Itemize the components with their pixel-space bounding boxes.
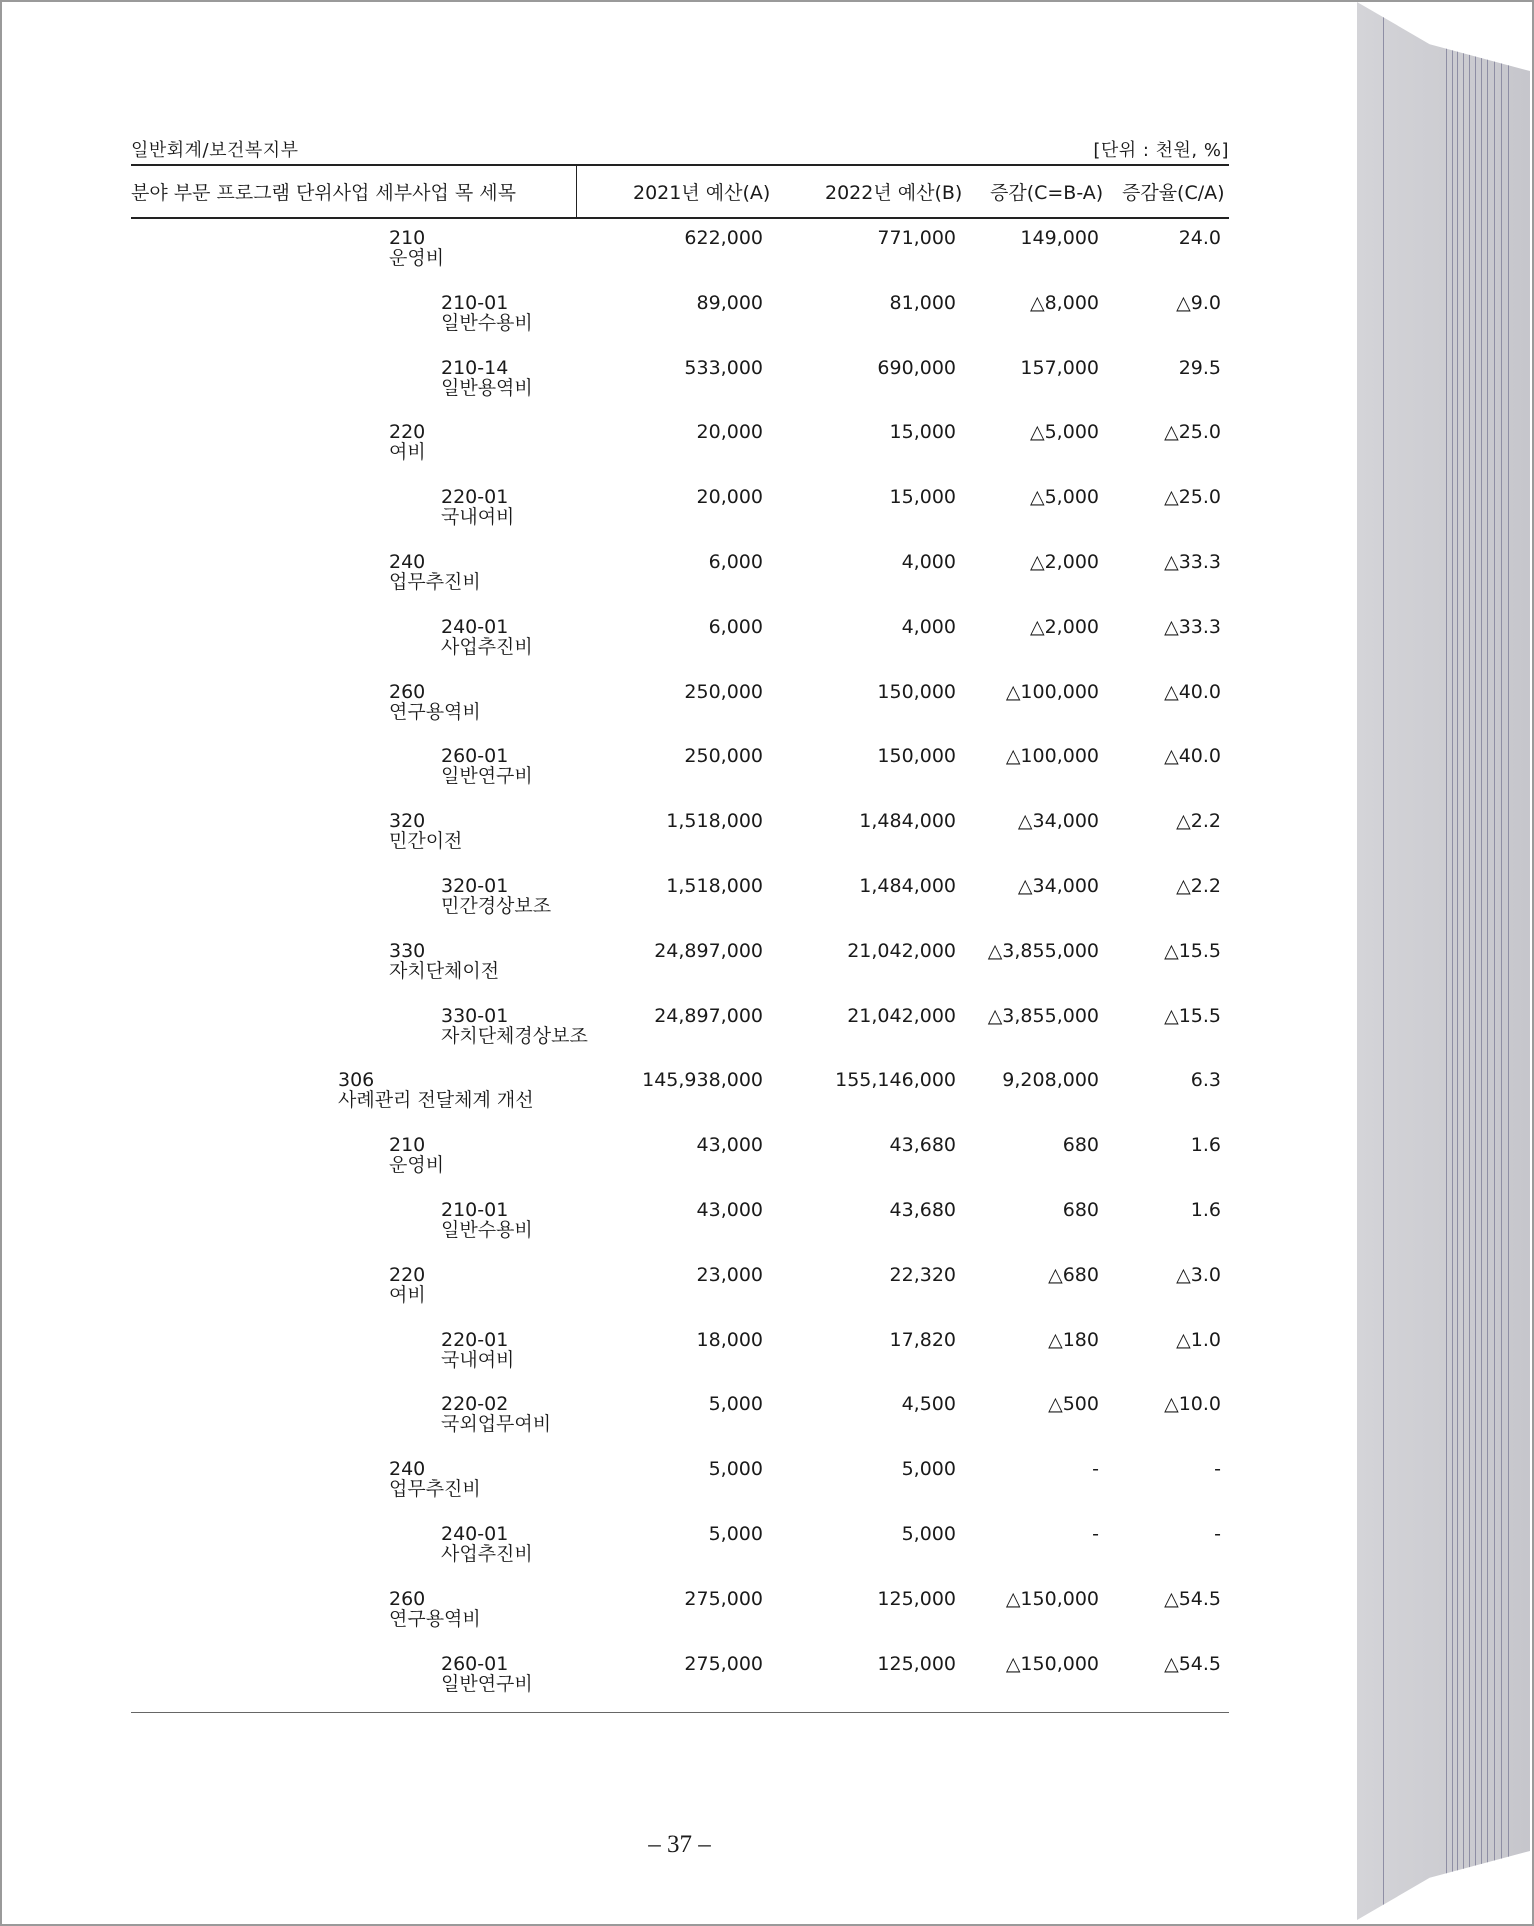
change-cell: △34,000 bbox=[1017, 875, 1099, 897]
change-cell: 680 bbox=[1062, 1134, 1099, 1156]
change-cell: △2,000 bbox=[1029, 616, 1099, 638]
table-row bbox=[2, 1200, 1302, 1260]
item-name: 국내여비 bbox=[441, 1349, 515, 1371]
table-row bbox=[2, 422, 1302, 482]
item-name: 연구용역비 bbox=[389, 701, 481, 723]
budget-2022-cell: 17,820 bbox=[889, 1329, 956, 1351]
budget-2022-cell: 5,000 bbox=[901, 1523, 956, 1545]
item-code: 306 bbox=[338, 1069, 375, 1091]
table-row bbox=[2, 293, 1302, 353]
budget-2022-cell: 771,000 bbox=[877, 227, 956, 249]
item-name: 일반수용비 bbox=[441, 312, 533, 334]
table-row bbox=[2, 1135, 1302, 1195]
item-code: 240 bbox=[389, 1458, 426, 1480]
table-row bbox=[2, 487, 1302, 547]
item-code: 220 bbox=[389, 421, 426, 443]
budget-2022-cell: 125,000 bbox=[877, 1588, 956, 1610]
item-code: 220-02 bbox=[441, 1393, 509, 1415]
budget-2022-cell: 690,000 bbox=[877, 357, 956, 379]
item-name: 업무추진비 bbox=[389, 571, 481, 593]
change-rate-cell: △2.2 bbox=[1176, 810, 1221, 832]
item-name: 국외업무여비 bbox=[441, 1413, 552, 1435]
budget-2021-cell: 250,000 bbox=[684, 745, 763, 767]
change-cell: △180 bbox=[1048, 1329, 1099, 1351]
table-row bbox=[2, 228, 1302, 288]
budget-2021-cell: 1,518,000 bbox=[666, 875, 763, 897]
change-rate-cell: △2.2 bbox=[1176, 875, 1221, 897]
table-caption bbox=[131, 136, 1229, 162]
change-cell: △3,855,000 bbox=[987, 1005, 1099, 1027]
budget-2022-cell: 4,000 bbox=[901, 616, 956, 638]
change-rate-cell: △1.0 bbox=[1176, 1329, 1221, 1351]
budget-2022-cell: 21,042,000 bbox=[847, 1005, 956, 1027]
table-row bbox=[2, 1394, 1302, 1454]
budget-2022-cell: 43,680 bbox=[889, 1134, 956, 1156]
budget-2022-cell: 5,000 bbox=[901, 1458, 956, 1480]
change-cell: - bbox=[1092, 1458, 1099, 1480]
table-row bbox=[2, 1459, 1302, 1519]
item-code: 220-01 bbox=[441, 1329, 509, 1351]
item-name: 일반연구비 bbox=[441, 765, 533, 787]
change-rate-cell: △10.0 bbox=[1164, 1393, 1221, 1415]
change-rate-cell: - bbox=[1214, 1458, 1221, 1480]
table-row bbox=[2, 1006, 1302, 1066]
item-code: 210-01 bbox=[441, 1199, 509, 1221]
change-cell: 149,000 bbox=[1020, 227, 1099, 249]
budget-2021-cell: 43,000 bbox=[696, 1134, 763, 1156]
change-rate-cell: 29.5 bbox=[1178, 357, 1221, 379]
change-cell: △150,000 bbox=[1005, 1588, 1099, 1610]
budget-2022-cell: 1,484,000 bbox=[859, 875, 956, 897]
change-rate-cell: △33.3 bbox=[1164, 551, 1221, 573]
budget-2022-cell: 81,000 bbox=[889, 292, 956, 314]
change-rate-cell: 1.6 bbox=[1190, 1199, 1221, 1221]
table-header-rule bbox=[131, 217, 1229, 219]
item-code: 330-01 bbox=[441, 1005, 509, 1027]
table-row bbox=[2, 682, 1302, 742]
budget-2021-cell: 18,000 bbox=[696, 1329, 763, 1351]
change-cell: △5,000 bbox=[1029, 486, 1099, 508]
change-rate-cell: △54.5 bbox=[1164, 1588, 1221, 1610]
change-cell: △34,000 bbox=[1017, 810, 1099, 832]
page-stack-edge bbox=[1357, 2, 1530, 1920]
column-header-change: 증감(C=B-A) bbox=[990, 182, 1104, 204]
budget-2021-cell: 20,000 bbox=[696, 421, 763, 443]
change-cell: △2,000 bbox=[1029, 551, 1099, 573]
budget-2021-cell: 5,000 bbox=[708, 1523, 763, 1545]
budget-2022-cell: 1,484,000 bbox=[859, 810, 956, 832]
change-rate-cell: △9.0 bbox=[1176, 292, 1221, 314]
item-code: 330 bbox=[389, 940, 426, 962]
change-rate-cell: △25.0 bbox=[1164, 486, 1221, 508]
item-code: 260 bbox=[389, 1588, 426, 1610]
item-name: 여비 bbox=[389, 441, 426, 463]
item-name: 여비 bbox=[389, 1284, 426, 1306]
item-code: 210-14 bbox=[441, 357, 509, 379]
budget-2022-cell: 4,000 bbox=[901, 551, 956, 573]
change-rate-cell: △15.5 bbox=[1164, 940, 1221, 962]
budget-2021-cell: 275,000 bbox=[684, 1588, 763, 1610]
table-row bbox=[2, 358, 1302, 418]
budget-2021-cell: 145,938,000 bbox=[642, 1069, 763, 1091]
change-rate-cell: 24.0 bbox=[1178, 227, 1221, 249]
change-cell: △680 bbox=[1048, 1264, 1099, 1286]
budget-2022-cell: 125,000 bbox=[877, 1653, 956, 1675]
item-code: 240-01 bbox=[441, 616, 509, 638]
budget-2021-cell: 89,000 bbox=[696, 292, 763, 314]
budget-2021-cell: 250,000 bbox=[684, 681, 763, 703]
budget-2021-cell: 5,000 bbox=[708, 1393, 763, 1415]
table-row bbox=[2, 876, 1302, 936]
item-name: 연구용역비 bbox=[389, 1608, 481, 1630]
item-code: 260 bbox=[389, 681, 426, 703]
table-row bbox=[2, 552, 1302, 612]
table-row bbox=[2, 1524, 1302, 1584]
table-row bbox=[2, 1070, 1302, 1130]
item-name: 사업추진비 bbox=[441, 1543, 533, 1565]
item-name: 운영비 bbox=[389, 1154, 445, 1176]
change-rate-cell: △3.0 bbox=[1176, 1264, 1221, 1286]
item-code: 320 bbox=[389, 810, 426, 832]
item-name: 민간경상보조 bbox=[441, 895, 552, 917]
item-code: 260-01 bbox=[441, 1653, 509, 1675]
item-name: 사업추진비 bbox=[441, 636, 533, 658]
item-code: 260-01 bbox=[441, 745, 509, 767]
budget-2021-cell: 24,897,000 bbox=[654, 940, 763, 962]
budget-2022-cell: 15,000 bbox=[889, 486, 956, 508]
item-name: 일반용역비 bbox=[441, 377, 533, 399]
change-cell: 157,000 bbox=[1020, 357, 1099, 379]
change-cell: △100,000 bbox=[1005, 681, 1099, 703]
item-name: 업무추진비 bbox=[389, 1478, 481, 1500]
budget-2021-cell: 43,000 bbox=[696, 1199, 763, 1221]
table-bottom-rule bbox=[131, 1712, 1229, 1713]
budget-2021-cell: 275,000 bbox=[684, 1653, 763, 1675]
change-cell: - bbox=[1092, 1523, 1099, 1545]
change-rate-cell: - bbox=[1214, 1523, 1221, 1545]
item-name: 일반수용비 bbox=[441, 1219, 533, 1241]
change-rate-cell: △33.3 bbox=[1164, 616, 1221, 638]
column-header-budget-2021: 2021년 예산(A) bbox=[633, 182, 771, 204]
budget-2022-cell: 150,000 bbox=[877, 681, 956, 703]
table-row bbox=[2, 617, 1302, 677]
budget-2022-cell: 43,680 bbox=[889, 1199, 956, 1221]
budget-2022-cell: 15,000 bbox=[889, 421, 956, 443]
item-code: 210-01 bbox=[441, 292, 509, 314]
item-code: 210 bbox=[389, 227, 426, 249]
item-name: 자치단체경상보조 bbox=[441, 1025, 588, 1047]
budget-2021-cell: 5,000 bbox=[708, 1458, 763, 1480]
table-row bbox=[2, 1589, 1302, 1649]
page-number: – 37 – bbox=[648, 1831, 711, 1858]
budget-2021-cell: 1,518,000 bbox=[666, 810, 763, 832]
budget-2021-cell: 24,897,000 bbox=[654, 1005, 763, 1027]
budget-2021-cell: 533,000 bbox=[684, 357, 763, 379]
change-cell: 9,208,000 bbox=[1002, 1069, 1099, 1091]
budget-2022-cell: 22,320 bbox=[889, 1264, 956, 1286]
budget-2021-cell: 6,000 bbox=[708, 616, 763, 638]
item-code: 220-01 bbox=[441, 486, 509, 508]
change-cell: △5,000 bbox=[1029, 421, 1099, 443]
account-label: 일반회계/보건복지부 bbox=[131, 140, 299, 161]
change-rate-cell: △15.5 bbox=[1164, 1005, 1221, 1027]
column-header-category: 분야 부문 프로그램 단위사업 세부사업 목 세목 bbox=[131, 182, 516, 204]
table-top-rule bbox=[131, 164, 1229, 166]
item-code: 220 bbox=[389, 1264, 426, 1286]
change-rate-cell: △40.0 bbox=[1164, 745, 1221, 767]
table-row bbox=[2, 746, 1302, 806]
item-code: 240 bbox=[389, 551, 426, 573]
document-page bbox=[2, 2, 1357, 1920]
column-header-budget-2022: 2022년 예산(B) bbox=[825, 182, 963, 204]
change-cell: △100,000 bbox=[1005, 745, 1099, 767]
item-name: 사례관리 전달체계 개선 bbox=[338, 1089, 534, 1111]
budget-2022-cell: 21,042,000 bbox=[847, 940, 956, 962]
table-row bbox=[2, 1654, 1302, 1714]
budget-2022-cell: 150,000 bbox=[877, 745, 956, 767]
item-name: 민간이전 bbox=[389, 830, 463, 852]
change-rate-cell: 6.3 bbox=[1190, 1069, 1221, 1091]
budget-2021-cell: 20,000 bbox=[696, 486, 763, 508]
table-row bbox=[2, 811, 1302, 871]
budget-2022-cell: 155,146,000 bbox=[835, 1069, 956, 1091]
change-cell: △500 bbox=[1048, 1393, 1099, 1415]
change-rate-cell: △40.0 bbox=[1164, 681, 1221, 703]
change-rate-cell: △54.5 bbox=[1164, 1653, 1221, 1675]
table-row bbox=[2, 1265, 1302, 1325]
item-name: 자치단체이전 bbox=[389, 960, 500, 982]
change-rate-cell: △25.0 bbox=[1164, 421, 1221, 443]
change-rate-cell: 1.6 bbox=[1190, 1134, 1221, 1156]
budget-2021-cell: 6,000 bbox=[708, 551, 763, 573]
column-header-change-rate: 증감율(C/A) bbox=[1122, 182, 1225, 204]
item-code: 320-01 bbox=[441, 875, 509, 897]
change-cell: 680 bbox=[1062, 1199, 1099, 1221]
budget-2021-cell: 23,000 bbox=[696, 1264, 763, 1286]
item-code: 210 bbox=[389, 1134, 426, 1156]
budget-2021-cell: 622,000 bbox=[684, 227, 763, 249]
change-cell: △3,855,000 bbox=[987, 940, 1099, 962]
item-name: 일반연구비 bbox=[441, 1673, 533, 1695]
item-name: 운영비 bbox=[389, 247, 445, 269]
table-row bbox=[2, 941, 1302, 1001]
budget-2022-cell: 4,500 bbox=[901, 1393, 956, 1415]
change-cell: △150,000 bbox=[1005, 1653, 1099, 1675]
item-name: 국내여비 bbox=[441, 506, 515, 528]
item-code: 240-01 bbox=[441, 1523, 509, 1545]
header-divider bbox=[576, 166, 577, 217]
change-cell: △8,000 bbox=[1029, 292, 1099, 314]
unit-label: [단위 : 천원, %] bbox=[1093, 140, 1229, 161]
table-row bbox=[2, 1330, 1302, 1390]
